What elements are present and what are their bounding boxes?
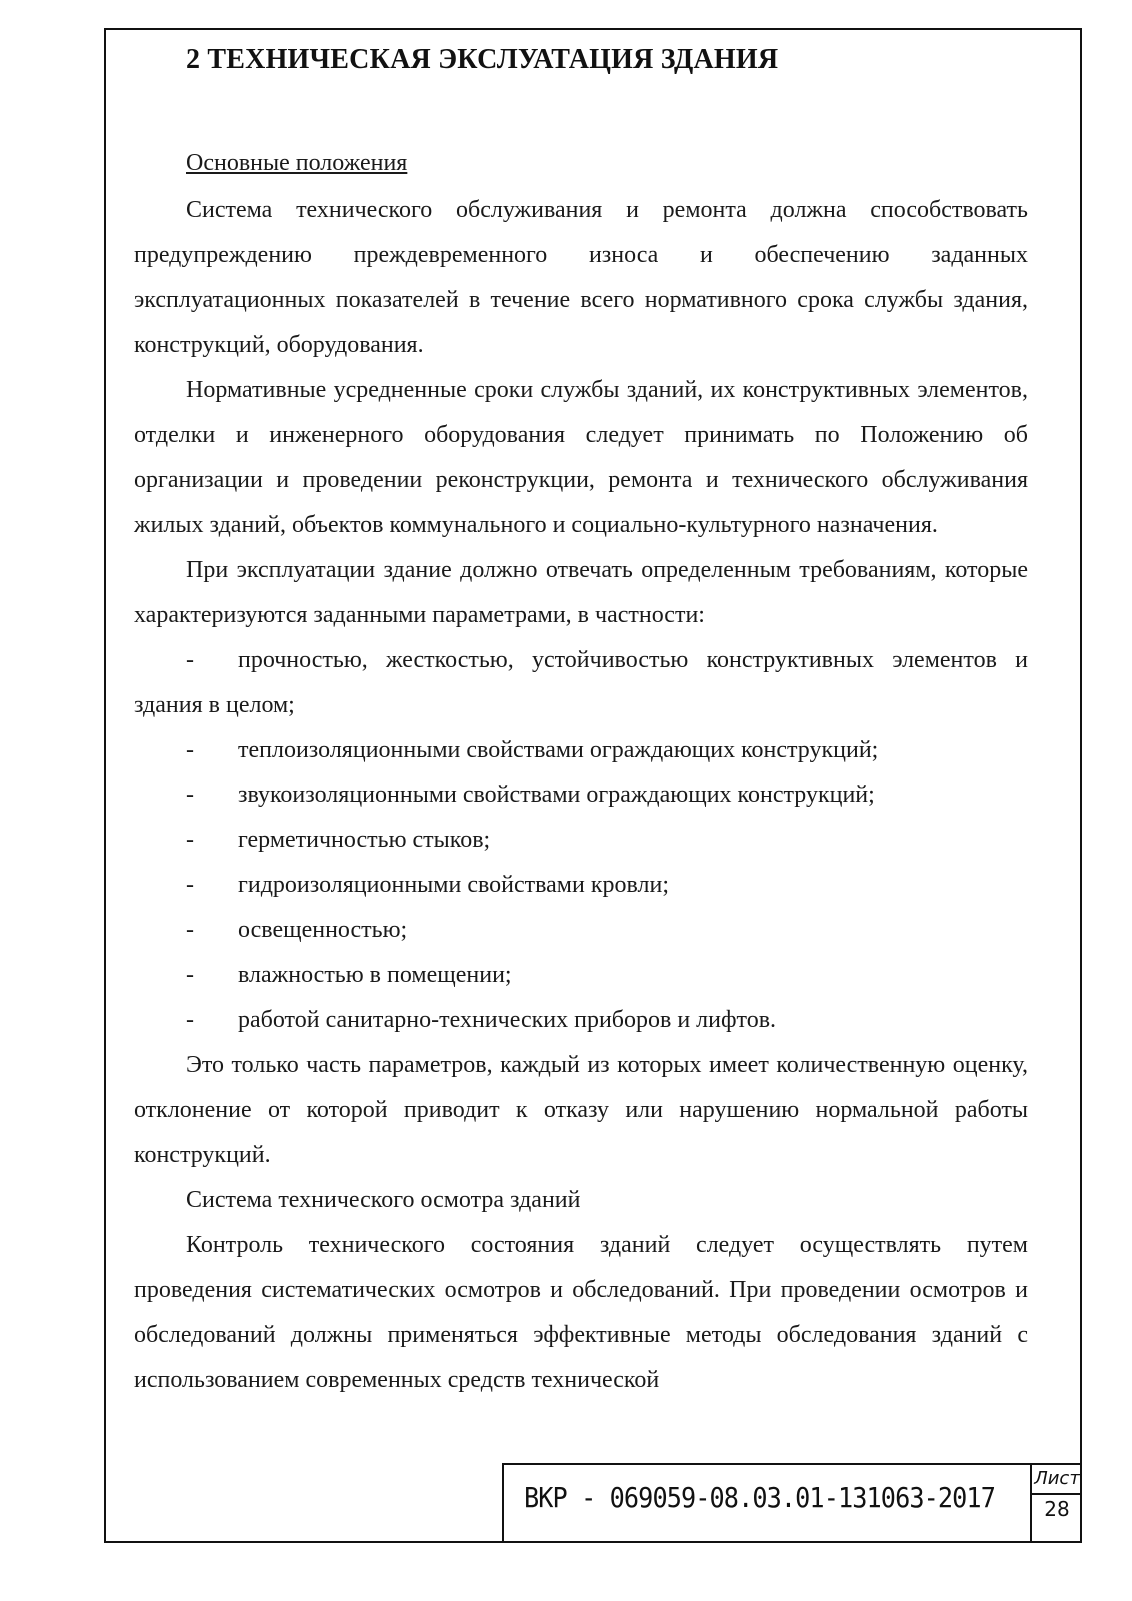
- sheet-number: 28: [1044, 1497, 1070, 1521]
- list-marker: -: [186, 827, 194, 853]
- body-text: [134, 188, 1028, 1403]
- list-marker: -: [186, 1007, 194, 1033]
- list-item-text: теплоизоляционными свойствами ограждающих конструкций;: [238, 737, 879, 763]
- sheet-cell: [1030, 1465, 1082, 1543]
- section-heading: 2 ТЕХНИЧЕСКАЯ ЭКСЛУАТАЦИЯ ЗДАНИЯ: [186, 44, 779, 75]
- list-item-text: работой санитарно-технических приборов и лифтов.: [238, 1007, 777, 1033]
- list-marker: -: [186, 872, 194, 898]
- document-code: ВКР - 069059-08.03.01-131063-2017: [524, 1481, 995, 1514]
- list-item: [134, 728, 1028, 773]
- paragraph: Контроль технического состояния зданий следует осуществлять путем проведения систематических осмотров и обследований. При проведении осмотров и обследований должны применяться эффективные методы обследования зданий с использованием современных средств технической: [134, 1232, 1028, 1393]
- list-marker: -: [186, 737, 194, 763]
- list-marker: -: [186, 962, 194, 988]
- paragraph: Это только часть параметров, каждый из которых имеет количественную оценку, отклонение от которой приводит к отказу или нарушению нормальной работы конструкций.: [134, 1052, 1028, 1168]
- list-item: [134, 773, 1028, 818]
- paragraph: Нормативные усредненные сроки службы зданий, их конструктивных элементов, отделки и инженерного оборудования следует принимать по Положению об организации и проведении реконструкции, ремонта и технического обслуживания жилых зданий, объектов коммунального и социально-культурного назначения.: [134, 377, 1028, 538]
- list-item: [134, 863, 1028, 908]
- requirements-list: [134, 638, 1028, 1043]
- list-marker: -: [186, 917, 194, 943]
- paragraph: При эксплуатации здание должно отвечать определенным требованиям, которые характеризуются заданными параметрами, в частности:: [134, 557, 1028, 628]
- list-item-text: освещенностью;: [238, 917, 408, 943]
- subsection-title: Система технического осмотра зданий: [186, 1187, 581, 1213]
- title-block: [502, 1463, 1082, 1543]
- list-item-text: гидроизоляционными свойствами кровли;: [238, 872, 669, 898]
- list-item-text: влажностью в помещении;: [238, 962, 512, 988]
- list-marker: -: [186, 647, 194, 673]
- list-item: [134, 638, 1028, 728]
- paragraph: Система технического обслуживания и ремонта должна способствовать предупреждению преждевременного износа и обеспечению заданных эксплуатационных показателей в течение всего нормативного срока службы здания, конструкций, оборудования.: [134, 197, 1028, 358]
- list-item: [134, 908, 1028, 953]
- list-item: [134, 998, 1028, 1043]
- list-marker: -: [186, 782, 194, 808]
- sheet-label: Лист: [1032, 1465, 1082, 1495]
- list-item: [134, 953, 1028, 998]
- list-item-text: прочностью, жесткостью, устойчивостью конструктивных элементов и здания в целом;: [134, 647, 1028, 718]
- list-item-text: герметичностью стыков;: [238, 827, 491, 853]
- list-item-text: звукоизоляционными свойствами ограждающих конструкций;: [238, 782, 875, 808]
- subsection-heading: Основные положения: [186, 150, 408, 176]
- list-item: [134, 818, 1028, 863]
